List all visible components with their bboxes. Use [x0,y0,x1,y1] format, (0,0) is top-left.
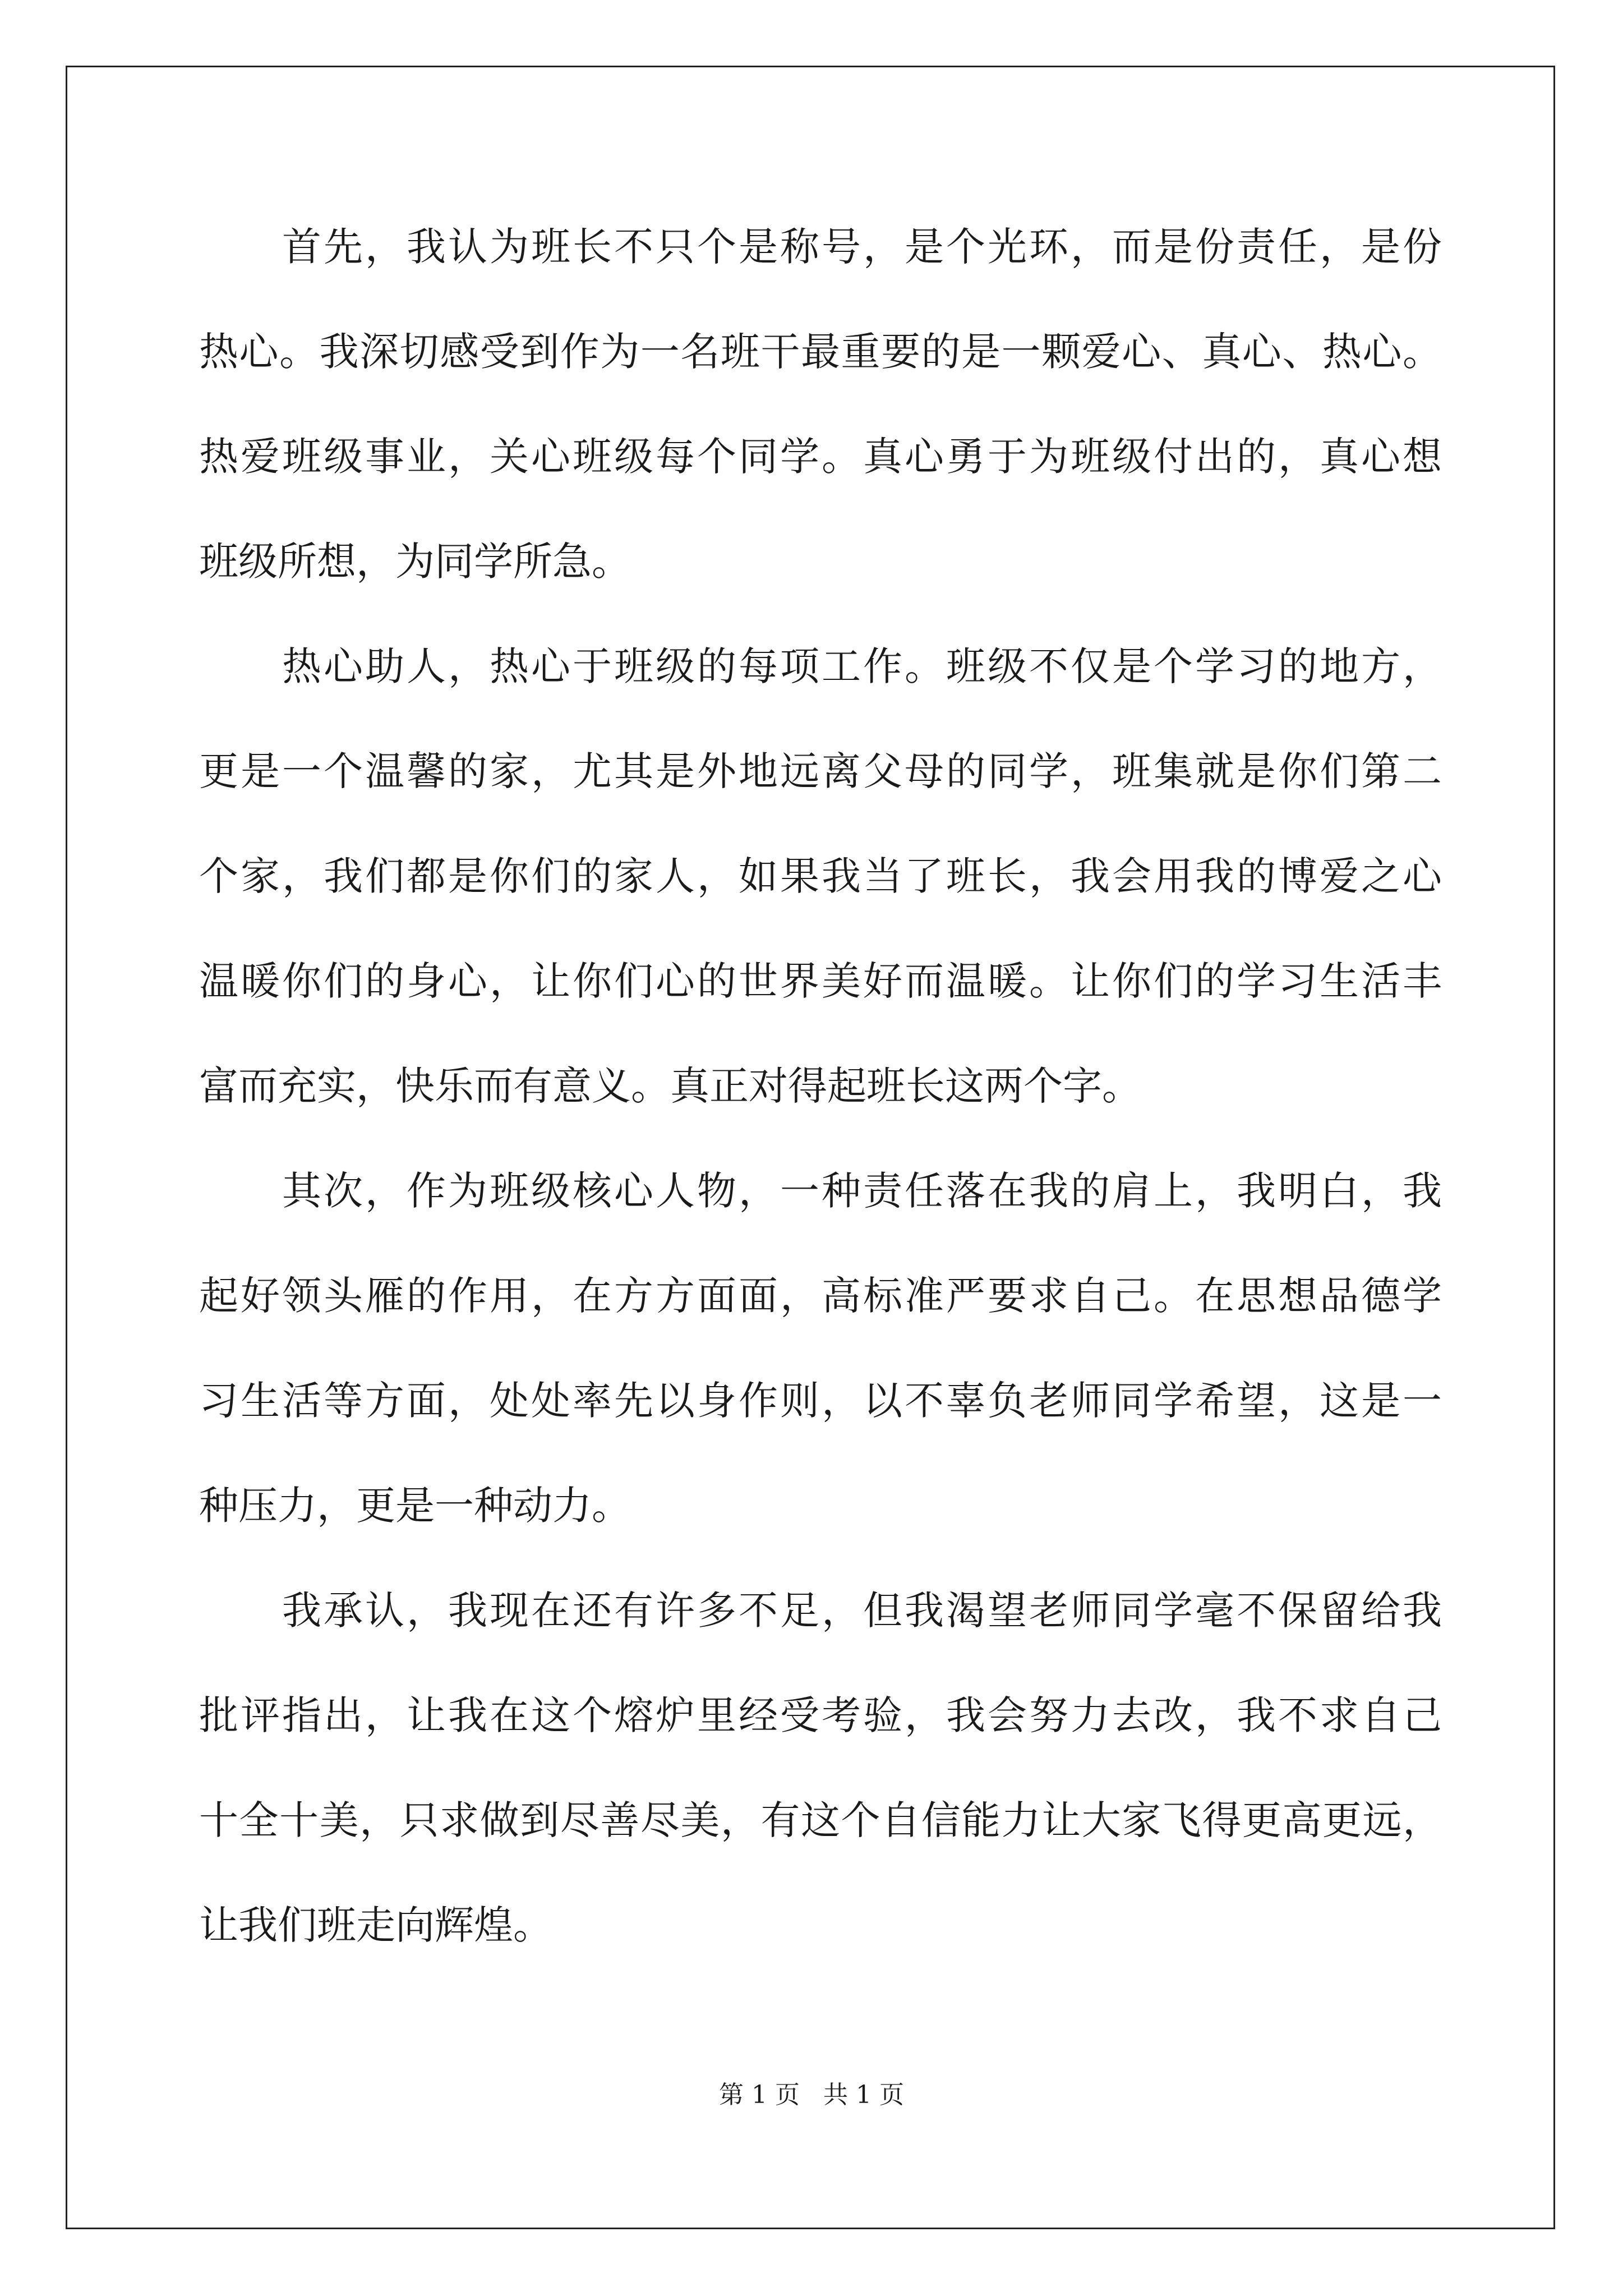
paragraph-3-line-1: 其次，作为班级核心人物，一种责任落在我的肩上，我明白，我 [282,1168,1442,1214]
paragraph-2-line-5: 富而充实，快乐而有意义。真正对得起班长这两个字。 [199,1063,1141,1109]
paragraph-4-line-3: 十全十美，只求做到尽善尽美，有这个自信能力让大家飞得更高更远， [199,1797,1442,1843]
paragraph-2-line-4: 温暖你们的身心，让你们心的世界美好而温暖。让你们的学习生活丰 [199,958,1442,1004]
paragraph-1-line-1: 首先，我认为班长不只个是称号，是个光环，而是份责任，是份 [282,224,1442,270]
paragraph-4-line-2: 批评指出，让我在这个熔炉里经受考验，我会努力去改，我不求自己 [199,1692,1442,1738]
paragraph-1-line-4: 班级所想，为同学所急。 [199,539,631,585]
paragraph-2-line-2: 更是一个温馨的家，尤其是外地远离父母的同学，班集就是你们第二 [199,748,1442,794]
paragraph-3-line-3: 习生活等方面，处处率先以身作则，以不辜负老师同学希望，这是一 [199,1378,1442,1424]
paragraph-1-line-2: 热心。我深切感受到作为一名班干最重要的是一颗爱心、真心、热心。 [199,329,1442,375]
paragraph-3-line-4: 种压力，更是一种动力。 [199,1483,631,1529]
document-body [199,216,1442,1999]
paragraph-4-line-1: 我承认，我现在还有许多不足，但我渴望老师同学毫不保留给我 [282,1588,1442,1634]
paragraph-2-line-1: 热心助人，热心于班级的每项工作。班级不仅是个学习的地方， [282,643,1442,689]
paragraph-3-line-2: 起好领头雁的作用，在方方面面，高标准严要求自己。在思想品德学 [199,1273,1442,1319]
page-number-footer: 第 1 页 共 1 页 [719,2081,904,2109]
paragraph-2-line-3: 个家，我们都是你们的家人，如果我当了班长，我会用我的博爱之心 [199,853,1442,899]
paragraph-4-line-4: 让我们班走向辉煌。 [199,1902,552,1948]
paragraph-1-line-3: 热爱班级事业，关心班级每个同学。真心勇于为班级付出的，真心想 [199,434,1442,480]
